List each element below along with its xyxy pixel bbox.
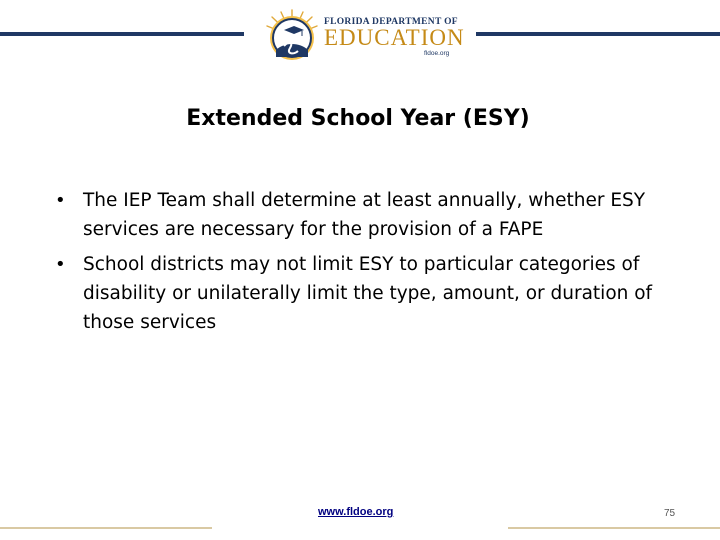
logo-site: fldoe.org [424, 50, 450, 57]
bullet-list [55, 186, 685, 343]
bullet-item [55, 250, 685, 337]
fldoe-website-link[interactable]: www.fldoe.org [318, 506, 394, 518]
footer-rule-left [0, 527, 212, 529]
footer-rule-right [508, 527, 720, 529]
bullet-item [55, 186, 685, 244]
header-rule-left [0, 32, 244, 36]
bullet-dot: • [55, 190, 66, 211]
page-number: 75 [664, 508, 676, 519]
header-rule-right [476, 32, 720, 36]
bullet-text: The IEP Team shall determine at least annually, whether ESY services are necessary for the provision of a FAPE [83, 190, 646, 240]
logo-line2: EDUCATION [324, 25, 465, 50]
sunburst-seal-icon [264, 8, 320, 64]
bullet-dot: • [55, 254, 66, 275]
logo-line1: FLORIDA DEPARTMENT OF [324, 17, 458, 27]
slide-title: Extended School Year (ESY) [186, 106, 530, 131]
bullet-text: School districts may not limit ESY to particular categories of disability or unilaterally limit the type, amount, or duration of those services [83, 254, 653, 333]
fldoe-logo [264, 8, 465, 64]
